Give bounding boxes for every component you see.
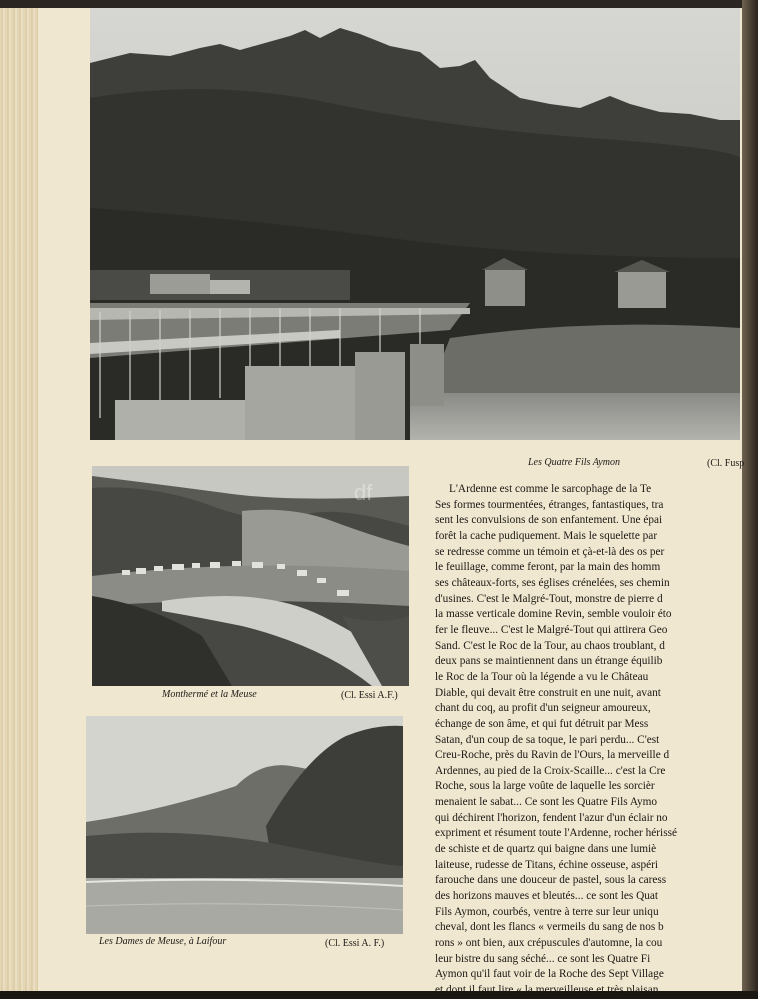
article-line: chant du coq, au profit d'un seigneur amoureux, — [435, 702, 651, 715]
article-line: se redresse comme un témoin et çà-et-là des os per — [435, 545, 665, 558]
article-line: la masse verticale domine Revin, semble vouloir éto — [435, 608, 672, 621]
article-line: deux pans se maintiennent dans un étrange équilib — [435, 655, 663, 668]
article-line: forêt la cache pudiquement. Mais le squelette par — [435, 529, 658, 542]
article-line: échange de son âme, et qui fut détruit par Mess — [435, 717, 649, 730]
article-line: et dont il faut lire « la merveilleuse et très plaisan — [435, 984, 659, 996]
caption-top-photo: Les Quatre Fils Aymon — [528, 457, 620, 468]
article-line: d'usines. C'est le Malgré-Tout, monstre de pierre d — [435, 592, 663, 605]
caption-middle-photo: Monthermé et la Meuse — [162, 689, 257, 700]
article-line: le feuillage, comme feront, par la main des homm — [435, 561, 661, 574]
article-line: Satan, d'un coup de sa toque, le pari perdu... C'est — [435, 733, 660, 746]
article-line: L'Ardenne est comme le sarcophage de la Te — [449, 483, 652, 495]
credit-middle-photo: (Cl. Essi A.F.) — [341, 690, 398, 701]
article-line: Diable, qui devait être construit en une nuit, avant — [435, 686, 661, 699]
article-line: le Roc de la Tour où la légende a vu le Château — [435, 670, 649, 683]
article-line: cheval, dont les flancs « vermeils du sang de nos b — [435, 921, 664, 934]
article-line: des horizons mauves et bleutés... ce sont les Quat — [435, 890, 659, 903]
article-line: ses châteaux-forts, ses églises crénelées, ses chemin — [435, 576, 670, 589]
article-line: leur bistre du sang séché... ce sont les Quatre Fi — [435, 952, 651, 965]
article-line: sent les convulsions de son enfantement. Une épai — [435, 514, 663, 527]
article-line: Sand. C'est le Roc de la Tour, au chaos troublant, d — [435, 639, 665, 652]
scan-top-edge — [0, 0, 758, 8]
credit-bottom-photo: (Cl. Essi A. F.) — [325, 938, 385, 949]
article-line: rons » ont bien, aux crépuscules d'automne, la cou — [435, 937, 663, 950]
watermark: df — [354, 480, 373, 505]
article-line: expriment et résument toute l'Ardenne, rocher hérissé — [435, 827, 678, 840]
photo-montherme-meuse — [92, 466, 409, 686]
book-spine-shadow — [742, 0, 758, 991]
page-edges — [0, 0, 38, 991]
article-line: Ses formes tourmentées, étranges, fantastiques, tra — [435, 498, 664, 511]
credit-top-photo: (Cl. Fusp — [707, 458, 745, 469]
article-line: de schiste et de quartz qui baigne dans une lumiè — [435, 843, 657, 856]
article-line: Creu-Roche, près du Ravin de l'Ours, la merveille d — [435, 749, 670, 762]
article-line: Roche, sous la large voûte de laquelle les sorcièr — [435, 780, 655, 793]
article-line: Aymon qu'il faut voir de la Roche des Sept Village — [435, 968, 664, 981]
article-line: fer le fleuve... C'est le Malgré-Tout qui attirera Geo — [435, 623, 668, 636]
article-line: farouche dans une douceur de pastel, sous la caress — [435, 874, 667, 887]
article-text — [435, 482, 741, 996]
article-line: menaient le sabat... Ce sont les Quatre Fils Aymo — [435, 796, 658, 809]
photo-dames-de-meuse — [86, 716, 403, 934]
article-line: Ardennes, au pied de la Croix-Scaille... c'est la Cre — [435, 764, 666, 777]
article-line: qui déchirent l'horizon, fendent l'azur d'un éclair no — [435, 811, 668, 824]
caption-bottom-photo: Les Dames de Meuse, à Laifour — [99, 936, 227, 947]
article-line: Fils Aymon, courbés, ventre à terre sur leur uniqu — [435, 905, 659, 918]
photo-quatre-fils-aymon — [90, 8, 740, 440]
article-line: laiteuse, rudesse de Titans, échine osseuse, aspéri — [435, 858, 659, 871]
